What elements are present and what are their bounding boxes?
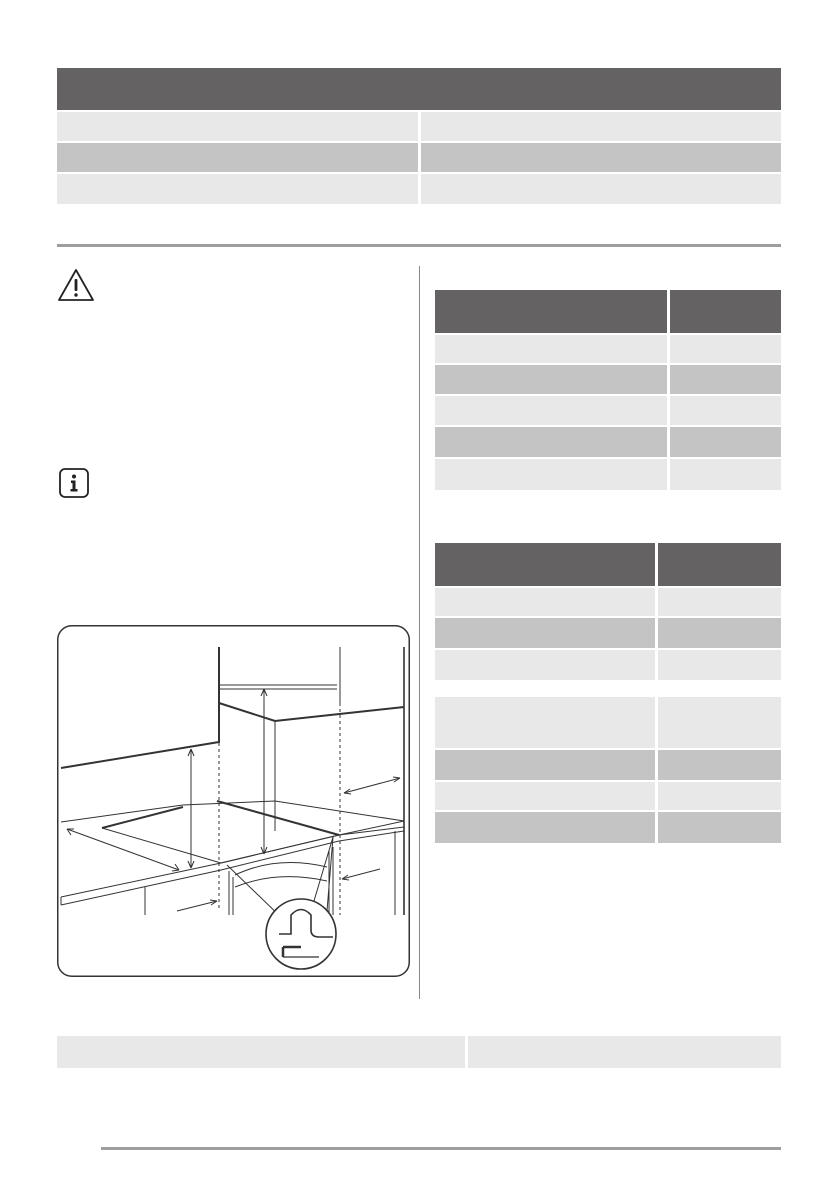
column-divider (419, 266, 420, 999)
right-table-2-row-7-col-2 (658, 812, 781, 843)
top-table-row-2-col-1 (57, 143, 418, 172)
right-table-1-row-5-col-1 (435, 459, 667, 490)
top-table-row-1-col-1 (57, 112, 418, 141)
right-table-2-row-5-col-2 (658, 750, 781, 780)
installation-diagram (57, 625, 410, 977)
right-table-2-row-4-col-2 (658, 697, 781, 748)
right-table-1-row-3-col-2 (670, 396, 781, 425)
right-table-2-row-2-col-1 (435, 618, 655, 648)
right-table-1-row-2-col-1 (435, 365, 667, 394)
right-table-2-row-1-col-1 (435, 588, 655, 616)
right-table-1-row-4-col-1 (435, 427, 667, 457)
top-table-header (57, 68, 781, 110)
right-table-1-row-4-col-2 (670, 427, 781, 457)
right-table-2-row-7-col-1 (435, 812, 655, 843)
bottom-table-col-1 (57, 1036, 465, 1068)
right-table-1-row-2-col-2 (670, 365, 781, 394)
footer-rule (101, 1147, 781, 1150)
right-table-2-row-2-col-2 (658, 618, 781, 648)
top-table-row-3-col-1 (57, 174, 418, 204)
info-icon (59, 468, 89, 498)
warning-triangle-icon (57, 268, 95, 302)
right-table-2-row-6-col-1 (435, 782, 655, 810)
top-table-row-3-col-2 (421, 174, 781, 204)
right-table-1-header-col-2 (670, 290, 781, 333)
top-table-row-1-col-2 (421, 112, 781, 141)
right-table-2-row-4-col-1 (435, 697, 655, 748)
right-table-2-row-3-col-1 (435, 650, 655, 680)
right-table-1-header-col-1 (435, 290, 667, 333)
bottom-table-col-2 (468, 1036, 781, 1068)
right-table-1-row-1-col-2 (670, 335, 781, 363)
right-table-2-row-6-col-2 (658, 782, 781, 810)
right-table-1-row-5-col-2 (670, 459, 781, 490)
right-table-2-row-1-col-2 (658, 588, 781, 616)
right-table-2-row-3-col-2 (658, 650, 781, 680)
right-table-2-header-col-2 (658, 543, 781, 586)
right-table-2-row-5-col-1 (435, 750, 655, 780)
right-table-2-header-col-1 (435, 543, 655, 586)
top-table-row-2-col-2 (421, 143, 781, 172)
right-table-1-row-1-col-1 (435, 335, 667, 363)
section-divider (57, 244, 781, 247)
right-table-1-row-3-col-1 (435, 396, 667, 425)
